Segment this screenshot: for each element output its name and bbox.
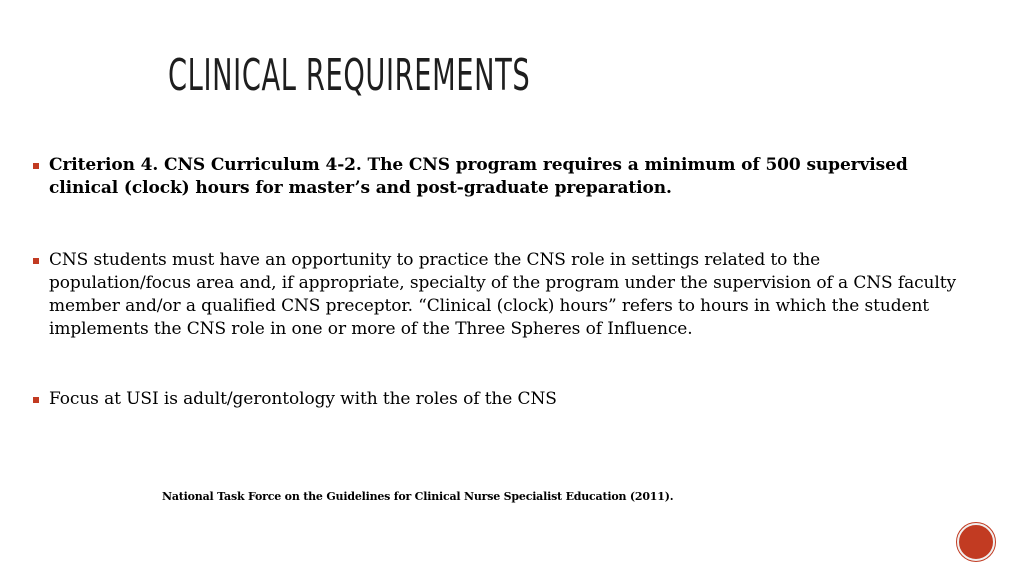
slide-title: CLINICAL REQUIREMENTS	[168, 50, 531, 101]
square-bullet-icon	[33, 163, 39, 169]
page-number-badge	[957, 523, 995, 561]
square-bullet-icon	[33, 397, 39, 403]
bullet-item-criterion	[32, 154, 962, 200]
bullet-item-focus	[32, 388, 962, 411]
square-bullet-icon	[33, 258, 39, 264]
bullet-text: CNS students must have an opportunity to practice the CNS role in settings related to the population/focus area and, if appropriate, specialty of the program under the supervision of a CNS faculty member and/or a qualified CNS preceptor. “Clinical (clock) hours” refers to hours in which the student implements the CNS role in one or more of the Three Spheres of Influence.	[49, 250, 956, 339]
bullet-list	[32, 154, 962, 458]
bullet-text: Focus at USI is adult/gerontology with the roles of the CNS	[49, 389, 557, 409]
bullet-text: Criterion 4. CNS Curriculum 4-2. The CNS program requires a minimum of 500 supervised clinical (clock) hours for master’s and post-graduate preparation.	[49, 155, 908, 198]
bullet-item-cns-students	[32, 249, 962, 341]
citation: National Task Force on the Guidelines for Clinical Nurse Specialist Education (2011).	[162, 490, 674, 503]
